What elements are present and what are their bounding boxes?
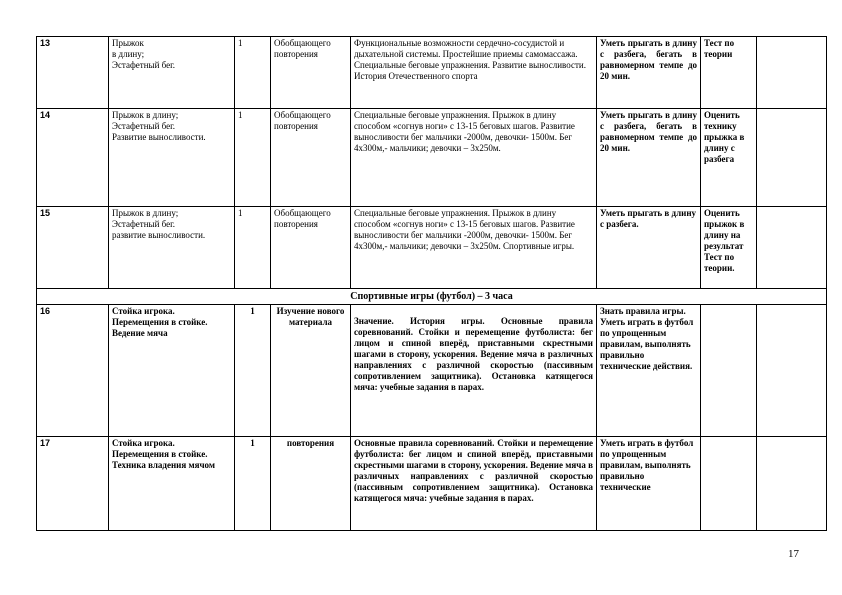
lesson-topic: Прыжок в длину; Эстафетный бег. развитие выносливости. [109,207,235,289]
lesson-topic: Стойка игрока. Перемещения в стойке. Ведение мяча [109,305,235,437]
lesson-control: Оценить прыжок в длину на результат Тест по теории. [701,207,757,289]
table-row [37,37,827,109]
lesson-number: 14 [37,109,109,207]
empty-cell [757,109,827,207]
empty-cell [757,437,827,531]
lesson-type: Изучение нового материала [271,305,351,437]
lesson-requirements: Уметь прыгать в длину с разбега. [597,207,701,289]
table-row [37,207,827,289]
lesson-plan-table [36,36,827,531]
lesson-content: Основные правила соревнований. Стойки и перемещение футболиста: бег лицом и спиной вперёд, приставными скрестными шагами в сторону, ускорения. Ведение мяча в различных направлениях с различной скоростью (пассивным сопротивлением защитника). Остановка катящегося мяча: учебные задания в парах. [351,437,597,531]
lesson-topic: Стойка игрока. Перемещения в стойке. Техника владения мячом [109,437,235,531]
empty-cell [757,207,827,289]
lesson-type: Обобщающего повторения [271,207,351,289]
lesson-number: 17 [37,437,109,531]
lesson-topic: Прыжок в длину; Эстафетный бег. Развитие выносливости. [109,109,235,207]
table-row [37,305,827,437]
lesson-requirements: Знать правила игры. Уметь играть в футбол по упрощенным правилам, выполнять правильно технические действия. [597,305,701,437]
lesson-control: Тест по теории [701,37,757,109]
lesson-control [701,437,757,531]
section-heading-row [37,289,827,305]
lesson-control [701,305,757,437]
lesson-hours: 1 [235,109,271,207]
spacer [354,306,593,316]
lesson-number: 15 [37,207,109,289]
lesson-hours: 1 [235,305,271,437]
lesson-requirements: Уметь прыгать в длину с разбега, бегать в равномерном темпе до 20 мин. [597,109,701,207]
empty-cell [757,37,827,109]
lesson-content: Функциональные возможности сердечно-сосудистой и дыхательной системы. Простейшие приемы самомассажа. Специальные беговые упражнения. Развитие выносливости. История Отечественного спорта [351,37,597,109]
lesson-content [351,305,597,437]
lesson-type: Обобщающего повторения [271,37,351,109]
lesson-type: повторения [271,437,351,531]
lesson-hours: 1 [235,437,271,531]
lesson-content: Специальные беговые упражнения. Прыжок в длину способом «согнув ноги» с 13-15 беговых шагов. Развитие выносливости бег мальчики -2000м, девочки- 1500м. Бег 4х300м,- мальчики; девочки – 3х250м. Спортивные игры. [351,207,597,289]
lesson-control: Оценить технику прыжка в длину с разбега [701,109,757,207]
lesson-number: 16 [37,305,109,437]
lesson-hours: 1 [235,207,271,289]
lesson-type: Обобщающего повторения [271,109,351,207]
empty-cell [757,305,827,437]
table-row [37,109,827,207]
lesson-topic: Прыжок в длину; Эстафетный бег. [109,37,235,109]
lesson-content: Специальные беговые упражнения. Прыжок в длину способом «согнув ноги» с 13-15 беговых шагов. Развитие выносливости бег мальчики -2000м, девочки- 1500м. Бег 4х300м,- мальчики; девочки – 3х250м. [351,109,597,207]
page-number: 17 [788,548,799,560]
section-title: Спортивные игры (футбол) – 3 часа [37,289,827,305]
lesson-requirements: Уметь играть в футбол по упрощенным правилам, выполнять правильно технические [597,437,701,531]
lesson-hours: 1 [235,37,271,109]
lesson-number: 13 [37,37,109,109]
lesson-content-text: Значение. История игры. Основные правила соревнований. Стойки и перемещение футболиста: бег лицом и спиной вперёд, приставными скрестными шагами в сторону, ускорения. Ведение мяча в различных направлениях с различной скоростью (пассивным сопротивлением защитника). Остановка катящегося мяча: учебные задания в парах. [354,316,593,392]
lesson-requirements: Уметь прыгать в длину с разбега, бегать в равномерном темпе до 20 мин. [597,37,701,109]
table-row [37,437,827,531]
